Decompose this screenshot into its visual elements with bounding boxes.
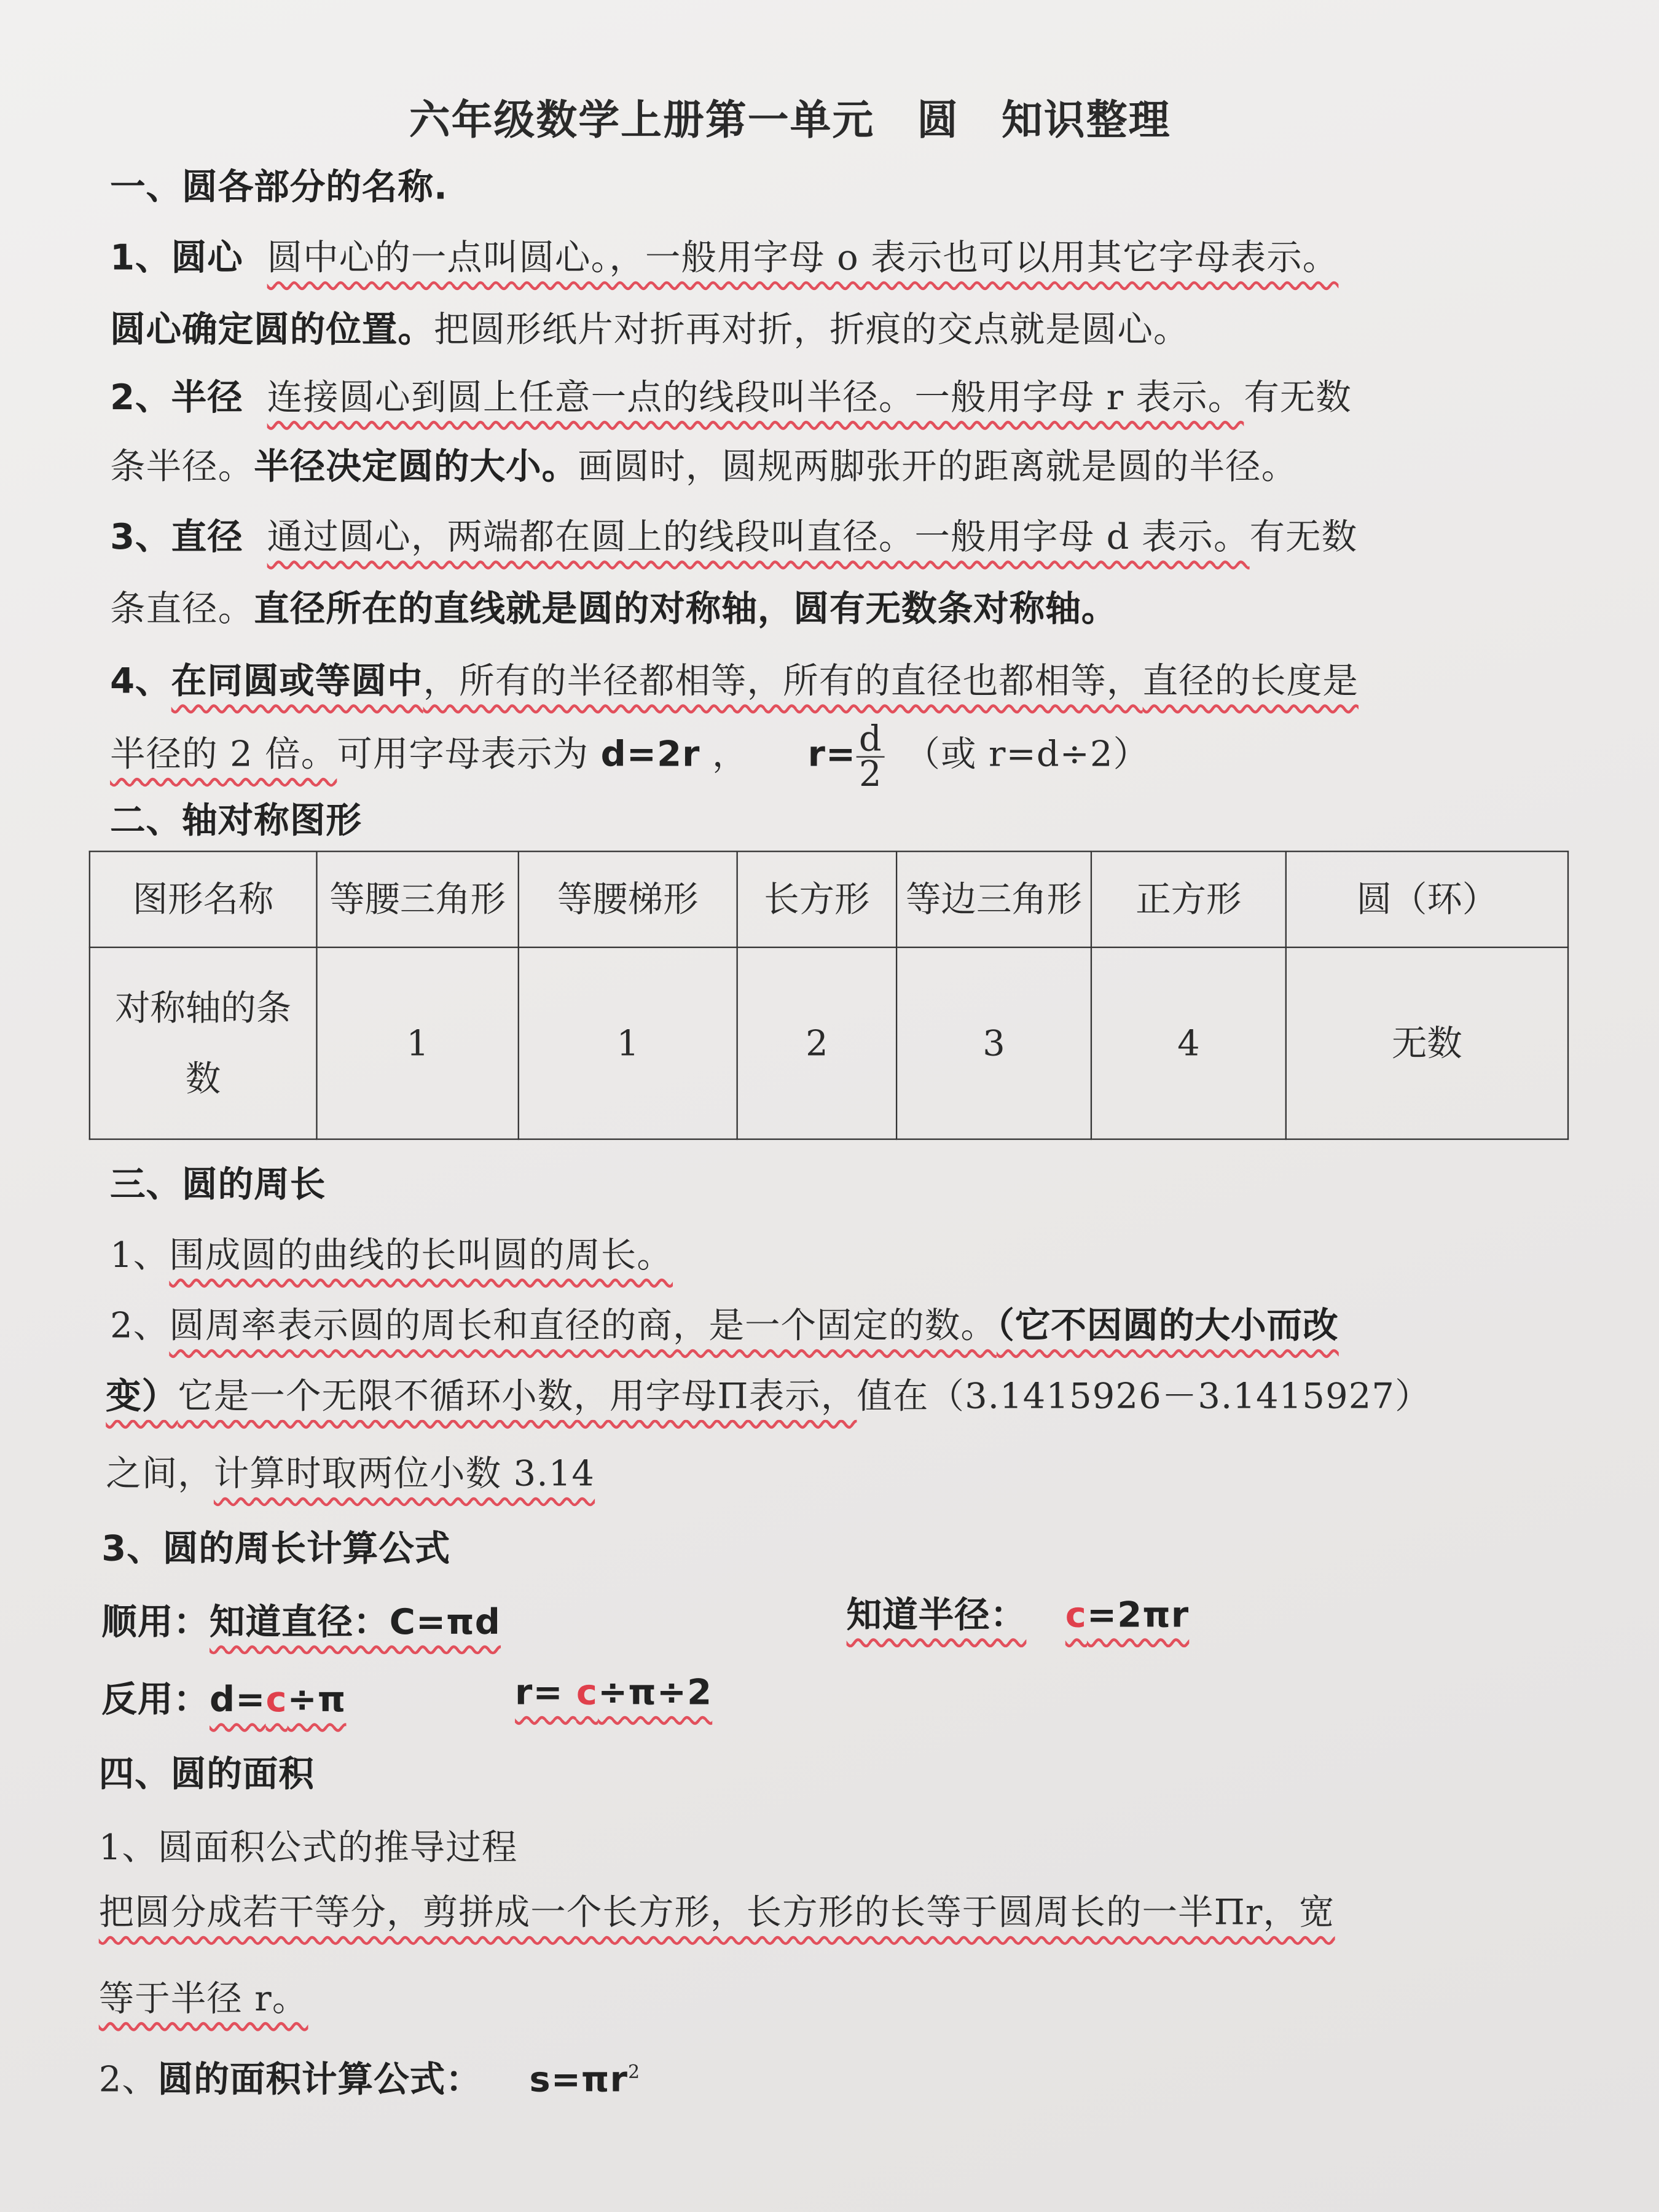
table-cell: 1 [519, 948, 737, 1139]
text-line [110, 718, 1150, 794]
formula: d=2r [600, 733, 700, 775]
item-number: 2、 [98, 2058, 158, 2100]
section-3-heading: 三、圆的周长 [110, 1164, 326, 1205]
item-number: 4、 [110, 660, 171, 702]
formula: r= [807, 733, 857, 775]
label: 反用： [101, 1679, 210, 1720]
text-line [110, 1234, 673, 1277]
numerator: d [856, 723, 885, 758]
table-cell: 长方形 [737, 852, 896, 948]
section-1-heading: 一、圆各部分的名称. [110, 166, 448, 208]
text: 条直径。 [110, 588, 254, 630]
text: 可用字母表示为 [337, 733, 589, 775]
definition: 圆周率表示圆的周长和直径的商，是一个固定的数。 [169, 1304, 997, 1346]
table-row [90, 852, 1568, 948]
table-cell: 等腰三角形 [316, 852, 518, 948]
text-line: 把圆分成若干等分，剪拼成一个长方形，长方形的长等于圆周长的一半Πr，宽 [98, 1891, 1335, 1933]
table-cell: 圆（环） [1286, 852, 1568, 948]
table-cell: 无数 [1286, 948, 1568, 1139]
table-cell: 3 [896, 948, 1091, 1139]
formula: r= [515, 1671, 576, 1713]
formula: ÷π÷2 [598, 1671, 713, 1713]
text: （或 r=d÷2） [904, 733, 1150, 775]
text-line: 1、圆面积公式的推导过程 [98, 1827, 518, 1868]
table-cell: 4 [1091, 948, 1286, 1139]
red-letter: c [1065, 1594, 1087, 1636]
text-line [110, 516, 1357, 559]
formula: d= [209, 1679, 266, 1720]
definition: 围成圆的曲线的长叫圆的周长。 [169, 1234, 673, 1276]
text-line [99, 2053, 641, 2101]
text-line [106, 1453, 595, 1496]
text-line [106, 1376, 1430, 1418]
text-line [110, 661, 1359, 703]
key-point: 直径所在的直线就是圆的对称轴，圆有无数条对称轴。 [254, 588, 1118, 630]
key-point: 在同圆或等圆中 [171, 660, 423, 702]
definition: 圆中心的一点叫圆心。，一般用字母 o 表示也可以用其它字母表示。 [267, 237, 1339, 278]
text: 有无数 [1244, 377, 1352, 418]
text: 值在（3.1415926－3.1415927） [857, 1375, 1431, 1417]
table-cell: 2 [737, 948, 896, 1139]
text: 画圆时，圆规两脚张开的距离就是圆的半径。 [578, 445, 1298, 487]
item-number: 1、 [110, 1234, 170, 1276]
definition: 连接圆心到圆上任意一点的线段叫半径。一般用字母 r 表示。 [267, 377, 1244, 418]
text-line [110, 237, 1338, 280]
formula-line [101, 1601, 501, 1644]
fraction [856, 718, 885, 794]
text-line [110, 309, 1190, 351]
table-cell: 等边三角形 [896, 852, 1091, 948]
table-cell: 1 [316, 948, 518, 1139]
text: ， [712, 733, 748, 775]
key-point: 半径决定圆的大小。 [254, 445, 578, 487]
text: 把圆形纸片对折再对折，折痕的交点就是圆心。 [434, 308, 1190, 350]
text: ，所有的半径都相等，所有的直径也都相等， [423, 660, 1143, 702]
table-cell: 等腰梯形 [519, 852, 737, 948]
key-point: 变） [106, 1375, 178, 1417]
label: 知道半径： [846, 1594, 1027, 1636]
formula-line [101, 1679, 346, 1721]
red-letter: c [576, 1671, 598, 1713]
term-radius: 2、半径 [110, 377, 243, 418]
formula: =2πr [1086, 1594, 1190, 1636]
term-diameter: 3、直径 [110, 516, 243, 557]
label: 顺用： [101, 1601, 210, 1642]
text-line [110, 1305, 1339, 1347]
red-letter: c [265, 1679, 288, 1720]
table-cell: 正方形 [1091, 852, 1286, 948]
section-4-heading: 四、圆的面积 [98, 1753, 315, 1795]
symmetry-table [89, 850, 1569, 1140]
text: 条半径。 [110, 445, 254, 487]
text: 直径的长度是 [1142, 660, 1359, 702]
formula: 知道直径：C=πd [209, 1601, 501, 1642]
item-number: 2、 [110, 1304, 170, 1346]
exponent: 2 [628, 2062, 641, 2084]
key-point: （它不因圆的大小而改 [996, 1304, 1339, 1346]
definition: 通过圆心，两端都在圆上的线段叫直径。一般用字母 d 表示。 [267, 516, 1250, 557]
table-cell: 图形名称 [90, 852, 317, 948]
table-row [90, 948, 1568, 1139]
text: 有无数 [1249, 516, 1358, 557]
text: 之间， [106, 1453, 214, 1494]
text: 它是一个无限不循环小数，用字母Π表示， [178, 1375, 857, 1417]
section-2-heading: 二、轴对称图形 [110, 799, 362, 841]
term-center: 1、圆心 [110, 237, 243, 278]
formula-line [515, 1672, 712, 1714]
text-line: 等于半径 r。 [98, 1977, 308, 2019]
text-line [110, 588, 1117, 630]
text: 半径的 2 倍。 [110, 733, 337, 775]
formula: ÷π [287, 1679, 347, 1720]
denominator: 2 [859, 753, 882, 794]
page-title: 六年级数学上册第一单元 圆 知识整理 [409, 96, 1171, 144]
text-line [110, 446, 1297, 488]
formula: s=πr [529, 2058, 629, 2100]
label: 圆的面积计算公式： [157, 2058, 482, 2100]
key-point: 圆心确定圆的位置。 [110, 308, 434, 350]
subheading: 3、圆的周长计算公式 [101, 1528, 451, 1569]
text: 计算时取两位小数 3.14 [213, 1453, 595, 1494]
text-line [110, 377, 1352, 419]
formula-line [847, 1594, 1190, 1636]
table-cell: 对称轴的条数 [90, 948, 317, 1139]
